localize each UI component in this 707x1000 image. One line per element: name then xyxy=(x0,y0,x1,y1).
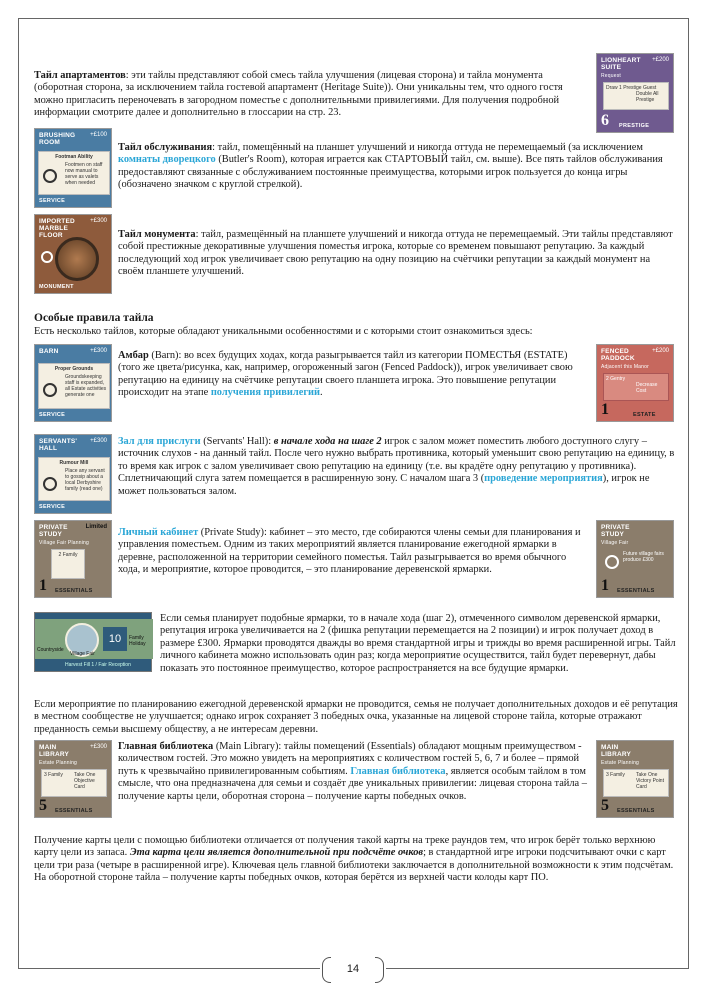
monument-title: Тайл монумента xyxy=(118,229,196,240)
marble-floor-art xyxy=(55,237,99,281)
tile-title: PRIVATE STUDY xyxy=(39,524,68,538)
footer-rule-right xyxy=(386,968,689,969)
tile-title: MAIN LIBRARY xyxy=(601,744,632,758)
tile-line: 3 Family xyxy=(44,772,63,778)
servants-hall-link[interactable]: Зал для прислуги xyxy=(118,436,201,447)
event-link[interactable]: проведение мероприятия xyxy=(484,473,603,485)
tile-category: SERVICE xyxy=(39,412,66,418)
tile-line: 3 Family xyxy=(606,772,625,778)
private-study-tile-front xyxy=(34,520,112,598)
monument-text: : тайл, размещённый на планшете улучшений и никогда оттуда не перемещаемый. Эти тайлы представляют собой престижные декоративные улучшения поместья игрока, которые со временем повышают репутацию. За каждый последующий ход игрок увеличивает свою репутацию на одну позицию на счётчики репутации за каждый монумент на своём планшете улучшений. xyxy=(118,229,673,278)
circular-arrow-icon xyxy=(41,251,53,263)
barn-tile xyxy=(34,344,112,422)
fenced-paddock-tile xyxy=(596,344,674,422)
tile-title: BRUSHING ROOM xyxy=(39,132,76,146)
tile-body xyxy=(603,769,669,797)
lionheart-suite-tile xyxy=(596,53,674,133)
apartment-text: : эти тайлы представляют собой смесь тайла улучшения (лицевая сторона) и тайла монумента (оборотная сторона, за исключением тайла гостевой апартамент (Heritage Suite)). Они уникальны тем, что одного гостя можно пригласить переночевать в загородном поместье с дополнительными привилегиями. Для получения подробной информации смотрите далее и дополнительно в глоссарии на стр. 23. xyxy=(34,70,563,119)
main-library-tile-back xyxy=(596,740,674,818)
tile-cost: +£300 xyxy=(90,438,107,444)
tile-desc: Footmen on staff now manual to serve as valets when needed xyxy=(65,162,103,186)
library-final-emphasis: Эта карта цели является дополнительной при подсчёте очков xyxy=(129,847,424,859)
library-text: (Main Library): тайлы помещений (Essentials) обладают мощным преимуществом - количеством гостей. Это можно увидеть на мероприятиях с количеством гостей 5, 6, 7 и более – прямой путь к чрезвычайно привилегированным событиям. xyxy=(118,741,582,777)
monument-paragraph xyxy=(118,229,676,279)
circular-arrow-icon xyxy=(605,555,619,569)
tile-body xyxy=(51,549,85,579)
service-text: (Butler's Room), которая играется как СТАРТОВЫЙ тайл, см. выше). Все пять тайлов обслуживания предоставляют связанные с обслуживанием постоянные преимущества, которыми игрок пользуется до конца игры (обозначено значком с круглой стрелкой). xyxy=(118,154,663,191)
tile-sub: Adjacent this Manor xyxy=(601,364,649,370)
tile-cost: +£300 xyxy=(90,348,107,354)
library-final-paragraph xyxy=(34,835,678,885)
tile-sub: Request xyxy=(601,73,622,79)
tile-points: 6 xyxy=(601,112,609,129)
servants-hall-tile xyxy=(34,434,112,514)
main-library-tile-front xyxy=(34,740,112,818)
tile-cost: +£200 xyxy=(652,57,669,63)
track-label: Countryside xyxy=(37,647,64,653)
fair-paragraph: Если семья планирует подобные ярмарки, то в начале хода (шаг 2), отмеченного символом деревенской ярмарки, репутация игрока увеличивается на 2 (фишка репутации перемещается на 2 позиции) и игрок получает доход в размере £300. Ярмарки проводятся дважды во время стандартной игры и трижды во время расширенной игры. Тайл личного кабинета можно использовать один раз; когда мероприятие осуществится, тайл будет перевернут, дабы показать это постоянное преимущество, которое распространяется на все будущие ярмарки. xyxy=(160,613,676,674)
tile-cost: +£300 xyxy=(90,744,107,750)
tile-line: Draw 1 Prestige Guest xyxy=(606,85,657,91)
tile-body xyxy=(41,769,107,797)
tile-category: ESTATE xyxy=(633,412,656,418)
servants-emphasis: в начале хода на шаге 2 xyxy=(273,436,382,447)
tile-cost: +£100 xyxy=(90,132,107,138)
page-number: 14 xyxy=(320,957,386,981)
circular-arrow-icon xyxy=(43,169,57,183)
library-final-text: Получение карты цели с помощью библиотеки отличается от получения такой карты на треке раундов тем, что игрок берёт только верхнюю карту цели из запаса. xyxy=(34,835,656,859)
tile-title: MAIN LIBRARY xyxy=(39,744,70,758)
tile-cost: +£300 xyxy=(90,218,107,224)
barn-paragraph xyxy=(118,350,588,400)
barn-text: (Barn): во всех будущих ходах, когда разыгрывается тайл из категории ПОМЕСТЬЯ (ESTATE) (того же цвета/рисунка, как, например, огороженный загон (Fenced Paddock)), игрок увеличивает свою репутацию на единицу на счётчике репутации своего планшета игрока. Это повышение репутации происходит на этапе xyxy=(118,350,573,399)
servants-text: игрок с залом может поместить любого доступного слугу – источник слухов - на данный тайл. После чего нужно выбрать противника, который уменьшит свою репутацию на единицу, в то время как игрок с залом увеличивает свою репутацию на единицу (т.е. вы крадёте одну репутацию у противника). Сплетничающий слуга затем помещается в расширенную зону. С началом шага 3 ( xyxy=(118,436,675,485)
brushing-room-tile xyxy=(34,128,112,208)
tile-title: SERVANTS' HALL xyxy=(39,438,78,452)
tile-category: SERVICE xyxy=(39,198,66,204)
circular-arrow-icon xyxy=(43,383,57,397)
main-library-link[interactable]: Главная библиотека xyxy=(350,765,446,777)
tile-category: PRESTIGE xyxy=(619,123,650,129)
tile-body xyxy=(603,82,669,110)
tile-points: 1 xyxy=(39,577,47,594)
tile-ability: Proper Grounds xyxy=(54,366,94,372)
circular-arrow-icon xyxy=(43,477,57,491)
servants-text: (Servants' Hall): xyxy=(200,436,274,447)
library-final-text: ; в стандартной игре игроки подсчитывают очки с карт цели три раза (четыре в расширенной игре). Ключевая цель главной библиотеки заключается в дополнительной возможности к этим подсчётам. На оборотной стороне тайла – получение карты победных очков, которая берётся из верхней части колоды карт ПО. xyxy=(34,847,674,884)
tile-ability: Rumour Mill xyxy=(59,460,89,466)
service-title: Тайл обслуживания xyxy=(118,142,213,153)
privileges-link[interactable]: получения привилегий xyxy=(210,387,321,399)
tile-ability: Footman Ability xyxy=(55,154,93,160)
tile-sub: Estate Planning xyxy=(601,760,640,766)
servants-text: ), игрок не может пользоваться залом. xyxy=(118,473,650,497)
tile-points: 1 xyxy=(601,577,609,594)
tile-line: Double All Prestige xyxy=(636,91,659,103)
tile-title: LIONHEART SUITE xyxy=(601,57,641,71)
library-text: , является особым тайлом в том смысле, что она предназначена для семьи и создаёт две уникальных привилегии: лицевая сторона тайла – получение карты цели, оборотная сторона – получение карты победных очков. xyxy=(118,765,587,802)
tile-desc: Groundskeeping staff is expanded, all Estate activities generate one xyxy=(65,374,107,398)
tile-points: 5 xyxy=(601,797,609,814)
tile-title: PRIVATE STUDY xyxy=(601,524,630,538)
private-study-link[interactable]: Личный кабинет xyxy=(118,527,199,538)
imported-marble-floor-tile xyxy=(34,214,112,294)
servants-paragraph xyxy=(118,436,678,498)
apartment-title: Тайл апартаментов xyxy=(34,70,126,81)
tile-category: MONUMENT xyxy=(39,284,74,290)
butlers-room-link[interactable]: комнаты дворецкого xyxy=(118,154,216,166)
tile-line: Decrease Cost xyxy=(636,382,658,394)
village-fair-track-image xyxy=(34,612,152,672)
tile-title: FENCED PADDOCK xyxy=(601,348,635,362)
tile-category: ESSENTIALS xyxy=(617,808,655,814)
tile-line: Take One Objective Card xyxy=(74,772,96,790)
no-fair-paragraph: Если мероприятие по планированию ежегодной деревенской ярмарки не проводится, семья не получает дополнительных доходов и её репутация в местном сообществе не улучшается; однако игрок сохраняет 3 победных очка, указанные на лицевой стороне тайла, которые отражают преданность семьи высшему обществу, а не интересам деревни. xyxy=(34,699,678,735)
service-text: : тайл, помещённый на планшет улучшений и никогда оттуда не перемещаемый (за исключением xyxy=(212,142,643,153)
footer-rule-left xyxy=(18,968,320,969)
private-study-tile-back xyxy=(596,520,674,598)
tile-line: Take One Victory Point Card xyxy=(636,772,664,790)
tile-line: 2 Family xyxy=(58,552,78,558)
barn-title: Амбар xyxy=(118,350,149,361)
round-number: 10 xyxy=(103,627,127,651)
tile-category: ESSENTIALS xyxy=(55,808,93,814)
tile-line: Future village fairs produce £300 xyxy=(623,551,664,563)
tile-cost: Limited xyxy=(85,524,107,530)
barn-text: . xyxy=(320,387,323,399)
service-paragraph xyxy=(118,142,676,192)
track-footer: Harvest Fill 1 / Fair Reception xyxy=(65,662,131,668)
track-label: Family Holiday xyxy=(129,635,146,647)
tile-category: ESSENTIALS xyxy=(617,588,655,594)
tile-sub: Village Fair xyxy=(601,540,629,546)
track-label: Village Fair xyxy=(70,651,95,657)
library-paragraph xyxy=(118,741,588,803)
special-rules-intro: Есть несколько тайлов, которые обладают уникальными особенностями и с которыми стоит ознакомиться здесь: xyxy=(34,326,533,337)
study-text: (Private Study): кабинет – это место, где собираются члены семьи для планирования и управления поместьем. Одним из таких мероприятий является планирование ежегодной ярмарки в деревне, расположенной на территории семейного поместья. Тайл разыгрывается во время обычного хода, и мероприятие, которое проводится, – это планирование деревенской ярмарки. xyxy=(118,527,581,576)
tile-sub: Village Fair Planning xyxy=(39,540,89,546)
special-rules-heading: Особые правила тайла xyxy=(34,312,154,324)
tile-cost: +£200 xyxy=(652,348,669,354)
tile-category: SERVICE xyxy=(39,504,66,510)
tile-sub: Estate Planning xyxy=(39,760,78,766)
tile-category: ESSENTIALS xyxy=(55,588,93,594)
tile-title: IMPORTED MARBLE FLOOR xyxy=(39,218,75,239)
tile-title: BARN xyxy=(39,348,59,355)
library-title: Главная библиотека xyxy=(118,741,214,752)
apartment-paragraph xyxy=(34,70,586,120)
study-paragraph xyxy=(118,527,588,577)
tile-points: 1 xyxy=(601,401,609,418)
tile-desc: Place any servant to gossip about a local Derbyshire family (read one) xyxy=(65,468,105,492)
tile-body xyxy=(603,373,669,401)
tile-points: 5 xyxy=(39,797,47,814)
tile-line: 2 Gentry xyxy=(606,376,626,382)
